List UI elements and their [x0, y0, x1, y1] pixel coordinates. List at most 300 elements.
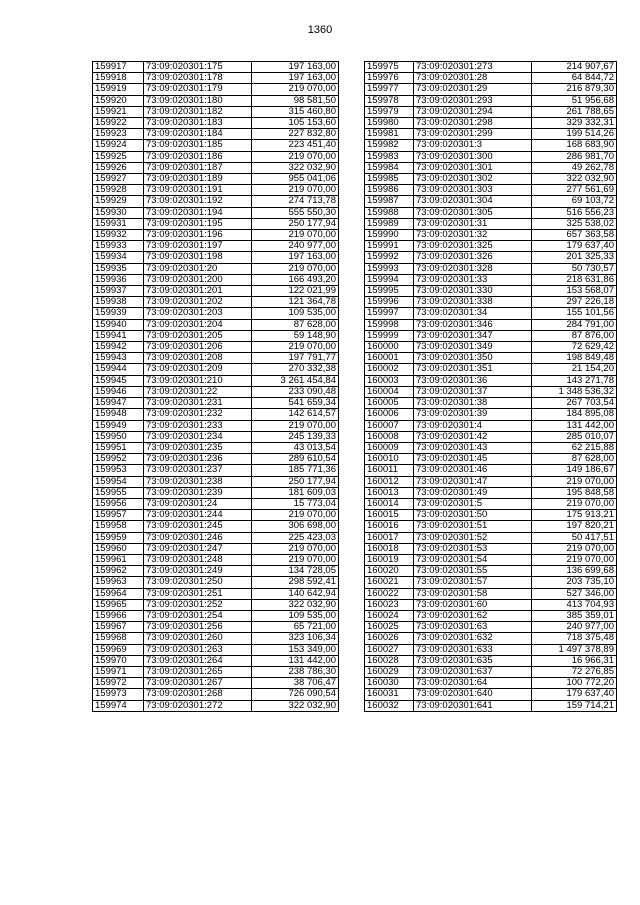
row-number-cell: 159942: [93, 342, 144, 353]
value-cell: 219 070,00: [252, 554, 339, 565]
row-number-cell: 160010: [365, 454, 414, 465]
value-cell: 197 791,77: [252, 353, 339, 364]
cadastral-number-cell: 73:09:020301:264: [144, 655, 252, 666]
row-number-cell: 159923: [93, 129, 144, 140]
value-cell: 21 154,20: [532, 364, 617, 375]
value-cell: 261 788,65: [532, 106, 617, 117]
cadastral-number-cell: 73:09:020301:250: [144, 577, 252, 588]
cadastral-number-cell: 73:09:020301:208: [144, 353, 252, 364]
cadastral-number-cell: 73:09:020301:254: [144, 610, 252, 621]
value-cell: 69 103,72: [532, 196, 617, 207]
cadastral-number-cell: 73:09:020301:24: [144, 498, 252, 509]
row-number-cell: 160025: [365, 622, 414, 633]
row-number-cell: 159990: [365, 230, 414, 241]
table-row: [93, 286, 339, 297]
value-cell: 134 728,05: [252, 566, 339, 577]
table-row: [365, 185, 617, 196]
row-number-cell: 160021: [365, 577, 414, 588]
row-number-cell: 160017: [365, 532, 414, 543]
table-row: [93, 319, 339, 330]
row-number-cell: 159997: [365, 308, 414, 319]
row-number-cell: 160003: [365, 375, 414, 386]
value-cell: 197 163,00: [252, 62, 339, 73]
cadastral-number-cell: 73:09:020301:54: [414, 554, 532, 565]
cadastral-number-cell: 73:09:020301:237: [144, 465, 252, 476]
cadastral-number-cell: 73:09:020301:42: [414, 431, 532, 442]
value-cell: 325 538,02: [532, 218, 617, 229]
value-cell: 62 215,88: [532, 442, 617, 453]
row-number-cell: 159987: [365, 196, 414, 207]
value-cell: 1 348 536,32: [532, 386, 617, 397]
table-row: [365, 297, 617, 308]
table-row: [365, 252, 617, 263]
table-row: [365, 610, 617, 621]
table-row: [93, 375, 339, 386]
table-row: [93, 420, 339, 431]
table-row: [365, 84, 617, 95]
value-cell: 50 417,51: [532, 532, 617, 543]
row-number-cell: 159984: [365, 162, 414, 173]
table-row: [93, 386, 339, 397]
table-row: [365, 409, 617, 420]
row-number-cell: 159970: [93, 655, 144, 666]
row-number-cell: 159949: [93, 420, 144, 431]
value-cell: 87 628,00: [532, 454, 617, 465]
row-number-cell: 159976: [365, 73, 414, 84]
value-cell: 203 735,10: [532, 577, 617, 588]
table-row: [93, 353, 339, 364]
value-cell: 555 550,30: [252, 207, 339, 218]
cadastral-number-cell: 73:09:020301:22: [144, 386, 252, 397]
cadastral-number-cell: 73:09:020301:60: [414, 599, 532, 610]
value-cell: 219 070,00: [252, 342, 339, 353]
table-row: [365, 454, 617, 465]
row-number-cell: 159946: [93, 386, 144, 397]
table-row: [365, 498, 617, 509]
row-number-cell: 159980: [365, 118, 414, 129]
table-row: [365, 274, 617, 285]
row-number-cell: 159945: [93, 375, 144, 386]
cadastral-number-cell: 73:09:020301:50: [414, 510, 532, 521]
value-cell: 214 907,67: [532, 62, 617, 73]
table-row: [365, 342, 617, 353]
cadastral-number-cell: 73:09:020301:57: [414, 577, 532, 588]
row-number-cell: 159944: [93, 364, 144, 375]
row-number-cell: 159958: [93, 521, 144, 532]
cadastral-number-cell: 73:09:020301:29: [414, 84, 532, 95]
cadastral-number-cell: 73:09:020301:38: [414, 398, 532, 409]
cadastral-number-cell: 73:09:020301:635: [414, 655, 532, 666]
cadastral-number-cell: 73:09:020301:45: [414, 454, 532, 465]
cadastral-table-right: [364, 61, 617, 712]
cadastral-number-cell: 73:09:020301:52: [414, 532, 532, 543]
table-row: [93, 174, 339, 185]
row-number-cell: 160027: [365, 644, 414, 655]
cadastral-number-cell: 73:09:020301:3: [414, 140, 532, 151]
cadastral-number-cell: 73:09:020301:189: [144, 174, 252, 185]
cadastral-number-cell: 73:09:020301:194: [144, 207, 252, 218]
row-number-cell: 160016: [365, 521, 414, 532]
table-row: [365, 286, 617, 297]
row-number-cell: 160001: [365, 353, 414, 364]
row-number-cell: 159992: [365, 252, 414, 263]
cadastral-number-cell: 73:09:020301:33: [414, 274, 532, 285]
row-number-cell: 159929: [93, 196, 144, 207]
cadastral-number-cell: 73:09:020301:641: [414, 700, 532, 711]
row-number-cell: 159968: [93, 633, 144, 644]
table-row: [365, 566, 617, 577]
cadastral-number-cell: 73:09:020301:272: [144, 700, 252, 711]
value-cell: 59 148,90: [252, 330, 339, 341]
row-number-cell: 159956: [93, 498, 144, 509]
value-cell: 297 226,18: [532, 297, 617, 308]
table-row: [93, 241, 339, 252]
table-row: [365, 420, 617, 431]
table-row: [93, 230, 339, 241]
cadastral-number-cell: 73:09:020301:63: [414, 622, 532, 633]
cadastral-number-cell: 73:09:020301:64: [414, 678, 532, 689]
cadastral-number-cell: 73:09:020301:195: [144, 218, 252, 229]
row-number-cell: 159927: [93, 174, 144, 185]
row-number-cell: 159993: [365, 263, 414, 274]
value-cell: 109 535,00: [252, 610, 339, 621]
row-number-cell: 160015: [365, 510, 414, 521]
value-cell: 175 913,21: [532, 510, 617, 521]
row-number-cell: 159978: [365, 95, 414, 106]
cadastral-number-cell: 73:09:020301:273: [414, 62, 532, 73]
page-number: 1360: [307, 24, 333, 36]
cadastral-number-cell: 73:09:020301:46: [414, 465, 532, 476]
table-row: [365, 375, 617, 386]
table-row: [365, 644, 617, 655]
cadastral-number-cell: 73:09:020301:175: [144, 62, 252, 73]
cadastral-number-cell: 73:09:020301:202: [144, 297, 252, 308]
table-row: [93, 218, 339, 229]
table-row: [365, 106, 617, 117]
cadastral-number-cell: 73:09:020301:232: [144, 409, 252, 420]
cadastral-number-cell: 73:09:020301:301: [414, 162, 532, 173]
row-number-cell: 159931: [93, 218, 144, 229]
row-number-cell: 159960: [93, 543, 144, 554]
value-cell: 286 981,70: [532, 151, 617, 162]
value-cell: 15 773,04: [252, 498, 339, 509]
cadastral-number-cell: 73:09:020301:34: [414, 308, 532, 319]
table-row: [93, 454, 339, 465]
table-row: [365, 487, 617, 498]
row-number-cell: 159981: [365, 129, 414, 140]
row-number-cell: 159967: [93, 622, 144, 633]
row-number-cell: 159919: [93, 84, 144, 95]
table-row: [93, 207, 339, 218]
table-row: [93, 588, 339, 599]
cadastral-number-cell: 73:09:020301:201: [144, 286, 252, 297]
row-number-cell: 159953: [93, 465, 144, 476]
row-number-cell: 160009: [365, 442, 414, 453]
row-number-cell: 159950: [93, 431, 144, 442]
table-row: [93, 297, 339, 308]
value-cell: 50 730,57: [532, 263, 617, 274]
row-number-cell: 159969: [93, 644, 144, 655]
table-row: [93, 151, 339, 162]
cadastral-number-cell: 73:09:020301:305: [414, 207, 532, 218]
value-cell: 527 346,00: [532, 588, 617, 599]
cadastral-number-cell: 73:09:020301:55: [414, 566, 532, 577]
row-number-cell: 159972: [93, 678, 144, 689]
value-cell: 516 556,23: [532, 207, 617, 218]
row-number-cell: 159937: [93, 286, 144, 297]
row-number-cell: 159961: [93, 554, 144, 565]
cadastral-number-cell: 73:09:020301:196: [144, 230, 252, 241]
cadastral-table-left: [92, 61, 339, 712]
cadastral-number-cell: 73:09:020301:192: [144, 196, 252, 207]
table-row: [365, 386, 617, 397]
table-row: [365, 174, 617, 185]
row-number-cell: 159986: [365, 185, 414, 196]
value-cell: 329 332,31: [532, 118, 617, 129]
cadastral-number-cell: 73:09:020301:238: [144, 476, 252, 487]
table-row: [365, 689, 617, 700]
value-cell: 219 070,00: [532, 498, 617, 509]
row-number-cell: 159940: [93, 319, 144, 330]
row-number-cell: 160012: [365, 476, 414, 487]
cadastral-number-cell: 73:09:020301:51: [414, 521, 532, 532]
table-row: [93, 263, 339, 274]
cadastral-number-cell: 73:09:020301:268: [144, 689, 252, 700]
cadastral-number-cell: 73:09:020301:36: [414, 375, 532, 386]
cadastral-number-cell: 73:09:020301:330: [414, 286, 532, 297]
table-row: [365, 398, 617, 409]
cadastral-number-cell: 73:09:020301:256: [144, 622, 252, 633]
cadastral-number-cell: 73:09:020301:267: [144, 678, 252, 689]
row-number-cell: 160005: [365, 398, 414, 409]
table-row: [365, 364, 617, 375]
table-row: [365, 532, 617, 543]
cadastral-number-cell: 73:09:020301:350: [414, 353, 532, 364]
table-row: [93, 185, 339, 196]
value-cell: 245 139,33: [252, 431, 339, 442]
row-number-cell: 159982: [365, 140, 414, 151]
value-cell: 306 698,00: [252, 521, 339, 532]
cadastral-number-cell: 73:09:020301:191: [144, 185, 252, 196]
value-cell: 64 844,72: [532, 73, 617, 84]
table-row: [365, 308, 617, 319]
cadastral-number-cell: 73:09:020301:183: [144, 118, 252, 129]
table-row: [93, 655, 339, 666]
table-row: [93, 274, 339, 285]
value-cell: 197 163,00: [252, 73, 339, 84]
row-number-cell: 159948: [93, 409, 144, 420]
value-cell: 413 704,93: [532, 599, 617, 610]
row-number-cell: 159933: [93, 241, 144, 252]
row-number-cell: 159975: [365, 62, 414, 73]
row-number-cell: 159974: [93, 700, 144, 711]
cadastral-number-cell: 73:09:020301:300: [414, 151, 532, 162]
table-row: [365, 218, 617, 229]
cadastral-number-cell: 73:09:020301:28: [414, 73, 532, 84]
cadastral-number-cell: 73:09:020301:204: [144, 319, 252, 330]
row-number-cell: 159985: [365, 174, 414, 185]
table-row: [93, 644, 339, 655]
row-number-cell: 160024: [365, 610, 414, 621]
cadastral-number-cell: 73:09:020301:235: [144, 442, 252, 453]
value-cell: 219 070,00: [252, 230, 339, 241]
row-number-cell: 159998: [365, 319, 414, 330]
table-row: [365, 73, 617, 84]
table-row: [93, 73, 339, 84]
value-cell: 223 451,40: [252, 140, 339, 151]
table-row: [93, 566, 339, 577]
value-cell: 240 977,00: [532, 622, 617, 633]
value-cell: 315 460,80: [252, 106, 339, 117]
cadastral-number-cell: 73:09:020301:20: [144, 263, 252, 274]
value-cell: 657 363,58: [532, 230, 617, 241]
value-cell: 179 637,40: [532, 689, 617, 700]
cadastral-number-cell: 73:09:020301:293: [414, 95, 532, 106]
value-cell: 541 659,34: [252, 398, 339, 409]
row-number-cell: 159935: [93, 263, 144, 274]
value-cell: 72 276,85: [532, 666, 617, 677]
cadastral-number-cell: 73:09:020301:325: [414, 241, 532, 252]
value-cell: 726 090,54: [252, 689, 339, 700]
row-number-cell: 160020: [365, 566, 414, 577]
value-cell: 38 706,47: [252, 678, 339, 689]
value-cell: 16 966,31: [532, 655, 617, 666]
table-row: [93, 554, 339, 565]
row-number-cell: 159938: [93, 297, 144, 308]
cadastral-number-cell: 73:09:020301:58: [414, 588, 532, 599]
table-row: [365, 577, 617, 588]
row-number-cell: 159964: [93, 588, 144, 599]
cadastral-number-cell: 73:09:020301:200: [144, 274, 252, 285]
row-number-cell: 159965: [93, 599, 144, 610]
table-row: [93, 543, 339, 554]
cadastral-number-cell: 73:09:020301:640: [414, 689, 532, 700]
table-row: [365, 510, 617, 521]
value-cell: 298 592,41: [252, 577, 339, 588]
table-row: [93, 521, 339, 532]
row-number-cell: 159922: [93, 118, 144, 129]
value-cell: 289 610,54: [252, 454, 339, 465]
value-cell: 219 070,00: [532, 476, 617, 487]
cadastral-number-cell: 73:09:020301:260: [144, 633, 252, 644]
cadastral-number-cell: 73:09:020301:251: [144, 588, 252, 599]
row-number-cell: 160028: [365, 655, 414, 666]
value-cell: 385 359,01: [532, 610, 617, 621]
value-cell: 322 032,90: [532, 174, 617, 185]
row-number-cell: 159957: [93, 510, 144, 521]
cadastral-number-cell: 73:09:020301:346: [414, 319, 532, 330]
table-row: [93, 476, 339, 487]
value-cell: 955 041,06: [252, 174, 339, 185]
value-cell: 143 271,78: [532, 375, 617, 386]
row-number-cell: 160032: [365, 700, 414, 711]
table-row: [93, 106, 339, 117]
value-cell: 219 070,00: [252, 84, 339, 95]
table-row: [93, 700, 339, 711]
value-cell: 179 637,40: [532, 241, 617, 252]
row-number-cell: 159959: [93, 532, 144, 543]
value-cell: 109 535,00: [252, 308, 339, 319]
table-row: [93, 118, 339, 129]
table-row: [93, 308, 339, 319]
cadastral-number-cell: 73:09:020301:248: [144, 554, 252, 565]
value-cell: 216 879,30: [532, 84, 617, 95]
value-cell: 51 956,68: [532, 95, 617, 106]
value-cell: 3 261 454,84: [252, 375, 339, 386]
table-row: [93, 84, 339, 95]
cadastral-number-cell: 73:09:020301:182: [144, 106, 252, 117]
table-row: [365, 666, 617, 677]
cadastral-number-cell: 73:09:020301:239: [144, 487, 252, 498]
cadastral-number-cell: 73:09:020301:197: [144, 241, 252, 252]
value-cell: 121 364,78: [252, 297, 339, 308]
cadastral-number-cell: 73:09:020301:49: [414, 487, 532, 498]
cadastral-number-cell: 73:09:020301:234: [144, 431, 252, 442]
value-cell: 153 568,07: [532, 286, 617, 297]
cadastral-number-cell: 73:09:020301:4: [414, 420, 532, 431]
table-row: [365, 162, 617, 173]
table-row: [365, 241, 617, 252]
row-number-cell: 160022: [365, 588, 414, 599]
table-row: [93, 577, 339, 588]
value-cell: 195 848,58: [532, 487, 617, 498]
table-row: [93, 532, 339, 543]
row-number-cell: 159924: [93, 140, 144, 151]
row-number-cell: 159962: [93, 566, 144, 577]
cadastral-number-cell: 73:09:020301:304: [414, 196, 532, 207]
table-row: [365, 521, 617, 532]
row-number-cell: 159988: [365, 207, 414, 218]
cadastral-number-cell: 73:09:020301:62: [414, 610, 532, 621]
cadastral-number-cell: 73:09:020301:39: [414, 409, 532, 420]
row-number-cell: 159954: [93, 476, 144, 487]
table-row: [93, 62, 339, 73]
table-row: [93, 510, 339, 521]
table-row: [365, 543, 617, 554]
value-cell: 181 609,03: [252, 487, 339, 498]
row-number-cell: 159951: [93, 442, 144, 453]
value-cell: 197 820,21: [532, 521, 617, 532]
value-cell: 49 262,78: [532, 162, 617, 173]
value-cell: 122 021,99: [252, 286, 339, 297]
table-row: [93, 633, 339, 644]
cadastral-number-cell: 73:09:020301:31: [414, 218, 532, 229]
cadastral-number-cell: 73:09:020301:37: [414, 386, 532, 397]
value-cell: 322 032,90: [252, 599, 339, 610]
cadastral-number-cell: 73:09:020301:198: [144, 252, 252, 263]
cadastral-number-cell: 73:09:020301:252: [144, 599, 252, 610]
cadastral-number-cell: 73:09:020301:236: [144, 454, 252, 465]
cadastral-number-cell: 73:09:020301:328: [414, 263, 532, 274]
table-row: [93, 129, 339, 140]
table-row: [365, 655, 617, 666]
cadastral-number-cell: 73:09:020301:299: [414, 129, 532, 140]
table-row: [365, 431, 617, 442]
value-cell: 277 561,69: [532, 185, 617, 196]
row-number-cell: 159989: [365, 218, 414, 229]
row-number-cell: 160004: [365, 386, 414, 397]
value-cell: 250 177,94: [252, 476, 339, 487]
row-number-cell: 160014: [365, 498, 414, 509]
table-row: [93, 610, 339, 621]
table-row: [93, 95, 339, 106]
cadastral-number-cell: 73:09:020301:203: [144, 308, 252, 319]
value-cell: 153 349,00: [252, 644, 339, 655]
value-cell: 233 090,48: [252, 386, 339, 397]
table-row: [93, 162, 339, 173]
row-number-cell: 159930: [93, 207, 144, 218]
value-cell: 219 070,00: [252, 420, 339, 431]
